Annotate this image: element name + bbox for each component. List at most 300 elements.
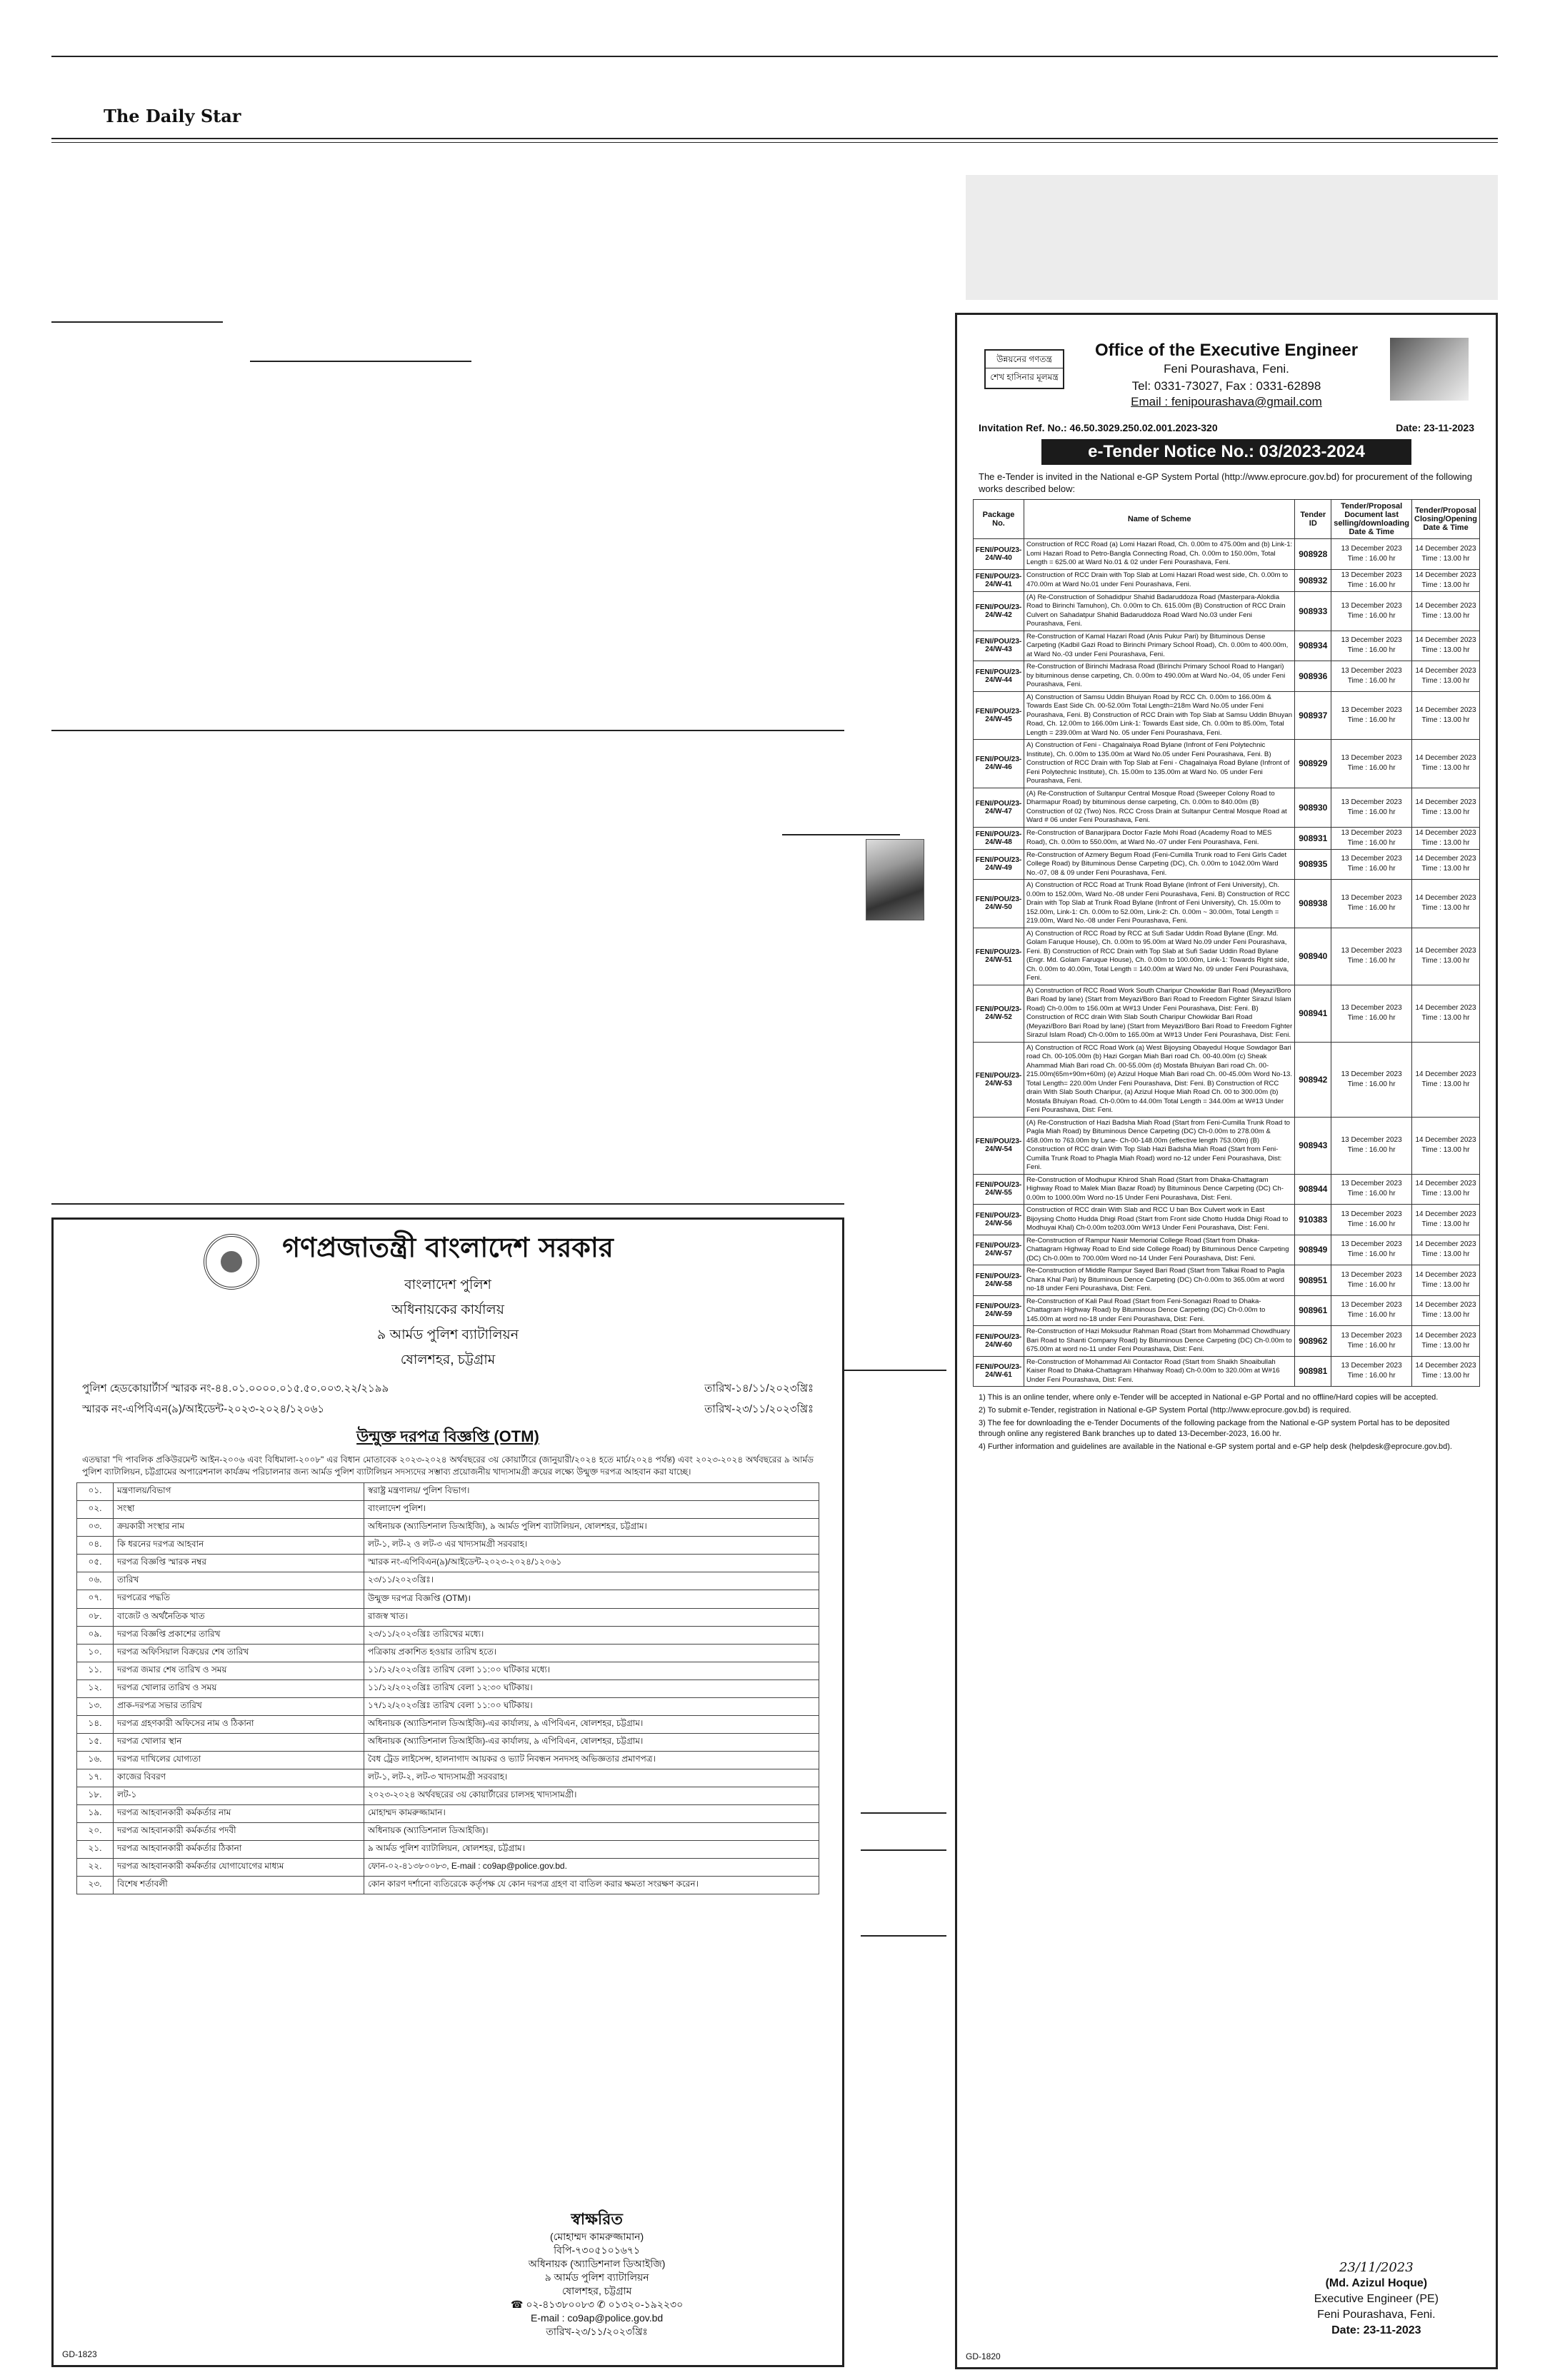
table-cell: দরপত্র আহবানকারী কর্মকর্তার যোগাযোগের মাধ্যম	[114, 1859, 364, 1877]
package-no: FENI/POU/23-24/W-51	[974, 928, 1024, 985]
table-row	[77, 1662, 819, 1680]
side-rule-1	[782, 834, 900, 835]
selling-time: Time : 16.00 hr	[1347, 1280, 1396, 1289]
tender-row	[974, 1205, 1480, 1235]
selling-date: 13 December 2023	[1341, 855, 1402, 863]
signature-title: স্বাক্ষরিত	[571, 2210, 623, 2228]
package-no: FENI/POU/23-24/W-44	[974, 661, 1024, 692]
selling-time: Time : 16.00 hr	[1347, 838, 1396, 847]
selling-date-cell	[1331, 539, 1412, 570]
opening-date: 14 December 2023	[1415, 1362, 1476, 1370]
table-cell: ১৯.	[77, 1805, 114, 1823]
table-cell: ১৩.	[77, 1698, 114, 1716]
selling-date-cell	[1331, 661, 1412, 692]
package-no: FENI/POU/23-24/W-58	[974, 1265, 1024, 1296]
table-cell: ১৪.	[77, 1716, 114, 1734]
selling-date: 13 December 2023	[1341, 828, 1402, 837]
table-cell: দরপত্র আহবানকারী কর্মকর্তার ঠিকানা	[114, 1841, 364, 1859]
selling-date: 13 December 2023	[1341, 798, 1402, 806]
header-line: অধিনায়কের কার্যালয়	[391, 1302, 504, 1317]
selling-time: Time : 16.00 hr	[1347, 808, 1396, 816]
table-row	[77, 1590, 819, 1609]
opening-date: 14 December 2023	[1415, 754, 1476, 763]
etender-title: e-Tender Notice No.: 03/2023-2024	[1041, 439, 1411, 465]
signer-org: Feni Pourashava, Feni.	[1317, 2309, 1436, 2321]
table-row	[77, 1805, 819, 1823]
selling-date: 13 December 2023	[1341, 666, 1402, 675]
opening-date: 14 December 2023	[1415, 828, 1476, 837]
table-cell: ১১/১২/২০২৩খ্রিঃ তারিখ বেলা ১২:৩০ ঘটিকায়।	[364, 1680, 819, 1698]
opening-date-cell	[1412, 569, 1480, 591]
scheme-name: Re-Construction of Kamal Hazari Road (Anis Pukur Pari) by Bituminous Dense Carpeting (Kadbil Gazi Road to Birinchi Primary School Road), Ch. 0.00m to 400.00m, at Ward No.-03 under Feni Pourashava, Feni.	[1024, 631, 1295, 661]
tender-id: 908961	[1295, 1295, 1331, 1326]
scheme-name: (A) Re-Construction of Sohadidpur Shahid Badaruddoza Road (Masterpara-Alokdia Road to Birinchi Tamuhon), Ch. 0.00m to Ch. 615.00m (B) Construction of RCC Drain Culvert on Sahadatpur Shahid Badaruddoza Road Ward No.03 under Feni Pourashava, Feni.	[1024, 591, 1295, 631]
opening-date-cell	[1412, 1326, 1480, 1357]
selling-date-cell	[1331, 1326, 1412, 1357]
selling-time: Time : 16.00 hr	[1347, 904, 1396, 913]
package-no: FENI/POU/23-24/W-57	[974, 1235, 1024, 1265]
scheme-name: Re-Construction of Kali Paul Road (Start from Feni-Sonagazi Road to Dhaka-Chattagram Highway Road) by Bituminous Dence Carpeting (DC) Ch-0.00m to 145.00m at word no-18 under Feni Pourashava, Dist: Feni.	[1024, 1295, 1295, 1326]
opening-date: 14 December 2023	[1415, 1270, 1476, 1279]
table-row	[77, 1841, 819, 1859]
table-cell: দরপত্র আহবানকারী কর্মকর্তার নাম	[114, 1805, 364, 1823]
table-cell: দরপত্র বিজ্ঞপ্তি প্রকাশের তারিখ	[114, 1627, 364, 1645]
selling-date-cell	[1331, 880, 1412, 928]
scheme-name: (A) Re-Construction of Sultanpur Central Mosque Road (Sweeper Colony Road to Dharmapur Road) by bituminous dense carpeting, Ch. 0.00m to 840.00m (B) Construction of 02 (Two) Nos. RCC Cross Drain at Sultanpur Central Mosque Road at Ward # 06 under Feni Pourashava, Feni.	[1024, 788, 1295, 827]
selling-time: Time : 16.00 hr	[1347, 611, 1396, 620]
notice-intro: এতদ্বারা "দি পাবলিক প্রকিউরমেন্ট আইন-২০০৬ এবং বিধিমালা-২০০৮" এর বিধান মোতাবেক ২০২৩-২০২৪ অর্থবছরের ৩য় কোয়ার্টারে (জানুয়ারী/২০২৪ হতে মার্চ/২০২৪ পর্যন্ত) এবং ২০২৩-২০২৪ অর্থবছরের ৯ আর্মড পুলিশ ব্যাটালিয়ন, চট্টগ্রামের অপারেশনাল কার্যক্রম পরিচালনার জন্য আর্মড পুলিশ ব্যাটালিয়ন সদস্যদের সম্ভাব্য প্রয়োজনীয় খাদ্যসামগ্রী ক্রয়ের লক্ষ্যে উন্মুক্ত দরপত্র আহবান করা যাচ্ছে।	[82, 1455, 814, 1477]
scheme-name: A) Construction of RCC Road by RCC at Sufi Sadar Uddin Road Bylane (Engr. Md. Golam Faruque House), Ch. 0.00m to 95.00m at Ward No.09 under Feni Pourashava, Feni. B) Construction of RCC Drain with Top Slab at Sufi Sadar Uddin Road Bylane (Engr. Md. Golam Faruque House), Ch. 0.00m to 100.00m, Link-1: Towards Right side, Ch. 0.00m to 40.00m, Total Length = 140.00m at Ward No. 09 under Feni Pourashava, Feni.	[1024, 928, 1295, 985]
opening-date-cell	[1412, 1117, 1480, 1174]
note-item: 1) This is an online tender, where only e-Tender will be accepted in National e-GP Portal and no offline/Hard copies will be accepted.	[979, 1393, 1439, 1402]
selling-date: 13 December 2023	[1341, 1180, 1402, 1188]
table-cell: অধিনায়ক (অ্যাডিশনাল ডিআইজি)-এর কার্যালয়, ৯ এপিবিএন, ষোলশহর, চট্টগ্রাম।	[364, 1734, 819, 1752]
opening-time: Time : 13.00 hr	[1421, 838, 1470, 847]
table-cell: ২২.	[77, 1859, 114, 1877]
selling-date: 13 December 2023	[1341, 754, 1402, 763]
table-cell: ৯ আর্মড পুলিশ ব্যাটালিয়ন, ষোলশহর, চট্টগ্রাম।	[364, 1841, 819, 1859]
header-line: ৯ আর্মড পুলিশ ব্যাটালিয়ন	[376, 1327, 519, 1342]
scheme-name: Re-Construction of Banarjipara Doctor Fazle Mohi Road (Academy Road to MES Road), Ch. 0.00m to 550.00m, at Ward No.-07 under Feni Pourashava, Feni.	[1024, 827, 1295, 849]
scheme-name: Re-Construction of Birinchi Madrasa Road (Birinchi Primary School Road to Hangari) by bituminous dense carpeting, Ch. 0.00m to 490.00m at Ward No.-04, 05 under Feni Pourashava, Feni.	[1024, 661, 1295, 692]
tender-id: 908934	[1295, 631, 1331, 661]
table-cell: দরপত্র আহবানকারী কর্মকর্তার পদবী	[114, 1823, 364, 1841]
table-row	[77, 1769, 819, 1787]
table-row	[77, 1519, 819, 1537]
table-cell: বিশেষ শর্তাবলী	[114, 1877, 364, 1894]
opening-date: 14 December 2023	[1415, 636, 1476, 645]
scheme-name: A) Construction of RCC Road Work South Charipur Chowkidar Bari Road (Meyazi/Boro Bari Road by lane) (Start from Meyazi/Boro Bari Road to Freedom Fighter Sirazul Islam Road) Ch-0.00m to 156.00m at W#13 Under Feni Pourashava, Dist: Feni. B) Construction of RCC drain With Slab South Charipur Chowkidar Bari Road (Meyazi/Boro Bari Road by lane) (Start from Meyazi/Boro Bari Road to Freedom Fighter Sirazul Islam Road) Ch-0.00m to 165.00m at W#13 Under Feni Pourashava, Dist: Feni.	[1024, 985, 1295, 1042]
tender-id: 908943	[1295, 1117, 1331, 1174]
table-row	[77, 1823, 819, 1841]
opening-time: Time : 13.00 hr	[1421, 1280, 1470, 1289]
selling-date: 13 December 2023	[1341, 1070, 1402, 1078]
scheme-name: Re-Construction of Rampur Nasir Memorial College Road (Start from Dhaka-Chattagram Highway Road to End side College Road) by Bituminous Dence Carpeting (DC) Ch-0.00m to 700.00m Word no-14 Under Feni Pourashava, Dist: Feni.	[1024, 1235, 1295, 1265]
selling-time: Time : 16.00 hr	[1347, 1190, 1396, 1198]
selling-time: Time : 16.00 hr	[1347, 554, 1396, 563]
table-cell: লট-১, লট-২, লট-৩ খাদ্যসামগ্রী সরবরাহ।	[364, 1769, 819, 1787]
tender-id: 908951	[1295, 1265, 1331, 1296]
selling-date: 13 December 2023	[1341, 571, 1402, 579]
scheme-name: Re-Construction of Azmery Begum Road (Feni-Cumilla Trunk road to Feni Girls Cadet College Road) by Bituminous Dense Carpeting (DC), Ch. 0.00m to 1042.00m Ward No.-07, 08 & 09 under Feni Pourashava, Feni.	[1024, 849, 1295, 880]
selling-time: Time : 16.00 hr	[1347, 1311, 1396, 1320]
opening-time: Time : 13.00 hr	[1421, 904, 1470, 913]
tender-notes	[957, 1387, 1496, 1452]
signature-line: ৯ আর্মড পুলিশ ব্যাটালিয়ন	[544, 2271, 649, 2283]
opening-date-cell	[1412, 591, 1480, 631]
tender-table	[973, 499, 1480, 1387]
tender-id: 908930	[1295, 788, 1331, 827]
selling-date: 13 December 2023	[1341, 1362, 1402, 1370]
tender-intro: The e-Tender is invited in the National e-GP System Portal (http://www.eprocure.gov.bd) for procurement of the following works described below:	[979, 471, 1473, 494]
tender-row	[974, 661, 1480, 692]
selling-date: 13 December 2023	[1341, 947, 1402, 955]
selling-date: 13 December 2023	[1341, 1210, 1402, 1218]
opening-date-cell	[1412, 1205, 1480, 1235]
selling-date: 13 December 2023	[1341, 1331, 1402, 1340]
tender-row	[974, 1326, 1480, 1357]
tender-row	[974, 1235, 1480, 1265]
tender-id: 908931	[1295, 827, 1331, 849]
tender-row	[974, 1295, 1480, 1326]
opening-time: Time : 13.00 hr	[1421, 957, 1470, 965]
tender-id: 908940	[1295, 928, 1331, 985]
police-signature-block	[511, 2212, 683, 2339]
opening-date: 14 December 2023	[1415, 1210, 1476, 1218]
org-name: Feni Pourashava, Feni.	[1164, 362, 1289, 376]
opening-time: Time : 13.00 hr	[1421, 808, 1470, 816]
selling-date-cell	[1331, 928, 1412, 985]
table-cell: ১২.	[77, 1680, 114, 1698]
selling-date-cell	[1331, 1265, 1412, 1296]
feni-etender-notice	[955, 313, 1498, 2369]
table-cell: দরপত্র অফিসিয়াল বিক্রয়ের শেষ তারিখ	[114, 1645, 364, 1662]
opening-time: Time : 13.00 hr	[1421, 1220, 1470, 1228]
opening-date-cell	[1412, 1174, 1480, 1205]
scheme-name: Construction of RCC Road (a) Lomi Hazari Road, Ch. 0.00m to 475.00m and (b) Link-1: Lomi Hazari Road to Petro-Bangla Connecting Road, Ch. 0.00m to 150.00m, Total Length = 625.00 at Ward No.01 & 02 under Feni Pourashava, Feni.	[1024, 539, 1295, 570]
table-row	[77, 1877, 819, 1894]
table-cell: ২৩/১১/২০২৩খ্রিঃ।	[364, 1572, 819, 1590]
tender-id: 908941	[1295, 985, 1331, 1042]
opening-time: Time : 13.00 hr	[1421, 715, 1470, 724]
tender-row	[974, 849, 1480, 880]
slogan-line: উন্নয়নের গণতন্ত্র	[986, 351, 1063, 368]
scheme-name: (A) Re-Construction of Hazi Badsha Miah Road (Start from Feni-Cumilla Trunk Road to Pagla Miah Road) by Bituminous Dence Carpeting (DC) Ch-0.00m to 278.00m & 458.00m to 763.00m by Lane- Ch-00-148.00m (effective length 753.00m) (B) Construction of RCC drain With Top Slab Hazi Badsha Miah Road (Start from Feni-Cumilla Trunk Road to Phagla Miah Road) word no-12 under Feni Pourashava, Dist: Feni.	[1024, 1117, 1295, 1174]
table-cell: ০৬.	[77, 1572, 114, 1590]
table-cell: দরপত্র বিজ্ঞপ্তি স্মারক নম্বর	[114, 1555, 364, 1572]
selling-time: Time : 16.00 hr	[1347, 581, 1396, 589]
gd-number: GD-1820	[966, 2351, 1001, 2361]
package-no: FENI/POU/23-24/W-45	[974, 691, 1024, 740]
side-rule-4	[861, 1849, 946, 1851]
selling-time: Time : 16.00 hr	[1347, 1220, 1396, 1228]
selling-date: 13 December 2023	[1341, 544, 1402, 553]
tender-id: 908935	[1295, 849, 1331, 880]
table-cell: ০৪.	[77, 1537, 114, 1555]
table-cell: ২০.	[77, 1823, 114, 1841]
table-cell: রাজস্ব খাত।	[364, 1609, 819, 1627]
opening-date-cell	[1412, 740, 1480, 788]
ref-date: তারিখ-২৩/১১/২০২৩খ্রিঃ	[704, 1403, 814, 1415]
selling-time: Time : 16.00 hr	[1347, 1372, 1396, 1380]
table-cell: বাজেট ও অর্থনৈতিক খাত	[114, 1609, 364, 1627]
opening-date-cell	[1412, 661, 1480, 692]
table-cell: মন্ত্রণালয়/বিভাগ	[114, 1483, 364, 1501]
scheme-name: Re-Construction of Mohammad Ali Contactor Road (Start from Shaikh Shoaibullah Kaiser Road to Dhaka-Chattagram Hihahway Road) Ch-0.00m to 320.00m at W#16 Under Feni Pourashava, Dist: Feni.	[1024, 1356, 1295, 1387]
notice-date: Date: 23-11-2023	[1396, 422, 1474, 433]
selling-date: 13 December 2023	[1341, 601, 1402, 610]
tender-id: 908962	[1295, 1326, 1331, 1357]
selling-time: Time : 16.00 hr	[1347, 676, 1396, 685]
opening-time: Time : 13.00 hr	[1421, 1250, 1470, 1259]
masthead-rule-2	[51, 142, 1498, 143]
opening-date: 14 December 2023	[1415, 1301, 1476, 1310]
note-item: 4) Further information and guidelines are available in the National e-GP system portal and e-GP help desk (helpdesk@eprocure.gov.bd).	[979, 1442, 1452, 1451]
opening-date-cell	[1412, 1265, 1480, 1296]
table-cell: ১৮.	[77, 1787, 114, 1805]
notice-table	[76, 1482, 819, 1894]
opening-date-cell	[1412, 849, 1480, 880]
tender-id: 908944	[1295, 1174, 1331, 1205]
table-cell: ০৯.	[77, 1627, 114, 1645]
signature-line: অধিনায়ক (অ্যাডিশনাল ডিআইজি)	[528, 2258, 666, 2269]
tender-row	[974, 1117, 1480, 1174]
memo-row	[54, 1375, 842, 1398]
masthead-rule	[51, 138, 1498, 139]
opening-date-cell	[1412, 539, 1480, 570]
selling-date-cell	[1331, 1174, 1412, 1205]
opening-time: Time : 13.00 hr	[1421, 1372, 1470, 1380]
col-package: Package No.	[974, 500, 1024, 539]
table-cell: সংস্থা	[114, 1501, 364, 1519]
selling-date-cell	[1331, 740, 1412, 788]
tender-id: 910383	[1295, 1205, 1331, 1235]
header-line: ষোলশহর, চট্টগ্রাম	[400, 1352, 496, 1367]
table-row	[77, 1787, 819, 1805]
selling-time: Time : 16.00 hr	[1347, 1080, 1396, 1088]
signature-line: (মোহাম্মদ কামরুজ্জামান)	[550, 2231, 644, 2242]
selling-date-cell	[1331, 827, 1412, 849]
signature-line: তারিখ-২৩/১১/২০২৩খ্রিঃ	[546, 2326, 648, 2337]
table-row	[77, 1483, 819, 1501]
selling-date-cell	[1331, 1042, 1412, 1117]
package-no: FENI/POU/23-24/W-55	[974, 1174, 1024, 1205]
table-cell: ০২.	[77, 1501, 114, 1519]
table-cell: স্মারক নং-এপিবিএন(৯)/আইডেন্ট-২০২৩-২০২৪/১২০৬১	[364, 1555, 819, 1572]
tender-header	[957, 315, 1496, 415]
police-emblem-icon	[204, 1234, 259, 1290]
table-row	[77, 1609, 819, 1627]
opening-date-cell	[1412, 928, 1480, 985]
opening-date-cell	[1412, 1235, 1480, 1265]
signature-line: E-mail : co9ap@police.gov.bd	[531, 2312, 664, 2324]
opening-date: 14 December 2023	[1415, 1136, 1476, 1144]
table-cell: লট-১	[114, 1787, 364, 1805]
tender-id: 908933	[1295, 591, 1331, 631]
opening-time: Time : 13.00 hr	[1421, 1311, 1470, 1320]
tender-id: 908942	[1295, 1042, 1331, 1117]
opening-date-cell	[1412, 1042, 1480, 1117]
opening-date-cell	[1412, 827, 1480, 849]
selling-date-cell	[1331, 1235, 1412, 1265]
table-cell: ১১.	[77, 1662, 114, 1680]
gd-number: GD-1823	[62, 2349, 97, 2359]
table-cell: ১৭.	[77, 1769, 114, 1787]
scheme-name: Construction of RCC Drain with Top Slab at Lomi Hazari Road west side, Ch. 0.00m to 470.00m at Ward No.01 under Feni Pourashava, Feni.	[1024, 569, 1295, 591]
opening-date: 14 December 2023	[1415, 601, 1476, 610]
opening-time: Time : 13.00 hr	[1421, 611, 1470, 620]
header-line: বাংলাদেশ পুলিশ	[404, 1277, 491, 1292]
opening-date: 14 December 2023	[1415, 1331, 1476, 1340]
signature-scribble: 23/11/2023	[1339, 2260, 1414, 2275]
ref-row	[54, 1398, 842, 1419]
engineer-signature-block	[1314, 2260, 1439, 2339]
table-cell: তারিখ	[114, 1572, 364, 1590]
tender-row	[974, 880, 1480, 928]
portrait-photo	[866, 839, 924, 920]
tender-row	[974, 691, 1480, 740]
opening-date: 14 December 2023	[1415, 798, 1476, 806]
opening-date: 14 December 2023	[1415, 1004, 1476, 1012]
opening-date: 14 December 2023	[1415, 706, 1476, 714]
tender-id: 908949	[1295, 1235, 1331, 1265]
opening-time: Time : 13.00 hr	[1421, 1080, 1470, 1088]
notice-header	[54, 1220, 842, 1372]
note-item: 3) The fee for downloading the e-Tender Documents of the following package from the National e-GP system Portal has to be deposited through online any registered Bank branches up to dated 13-December-2023, 16.00 hr.	[979, 1419, 1450, 1438]
selling-date-cell	[1331, 1205, 1412, 1235]
table-cell: বৈধ ট্রেড লাইসেন্স, হালনাগাদ আয়কর ও ভ্যাট নিবন্ধন সনদসহ অভিজ্ঞতার প্রমাণপত্র।	[364, 1752, 819, 1769]
table-cell: দরপত্র দাখিলের যোগ্যতা	[114, 1752, 364, 1769]
invitation-ref: Invitation Ref. No.: 46.50.3029.250.02.001.2023-320	[979, 422, 1218, 433]
opening-date: 14 December 2023	[1415, 1180, 1476, 1188]
table-cell: প্রাক-দরপত্র সভার তারিখ	[114, 1698, 364, 1716]
opening-date-cell	[1412, 691, 1480, 740]
tender-row	[974, 591, 1480, 631]
selling-time: Time : 16.00 hr	[1347, 957, 1396, 965]
opening-date-cell	[1412, 1356, 1480, 1387]
selling-time: Time : 16.00 hr	[1347, 715, 1396, 724]
memo-date: তারিখ-১৪/১১/২০২৩খ্রিঃ	[704, 1382, 814, 1395]
opening-date-cell	[1412, 880, 1480, 928]
table-cell: স্বরাষ্ট্র মন্ত্রণালয়/ পুলিশ বিভাগ।	[364, 1483, 819, 1501]
table-cell: ০৮.	[77, 1609, 114, 1627]
tender-row	[974, 788, 1480, 827]
package-no: FENI/POU/23-24/W-48	[974, 827, 1024, 849]
tender-row	[974, 1042, 1480, 1117]
table-row	[77, 1752, 819, 1769]
col-scheme: Name of Scheme	[1024, 500, 1295, 539]
col-selling-date: Tender/Proposal Document last selling/downloading Date & Time	[1331, 500, 1412, 539]
opening-date: 14 December 2023	[1415, 544, 1476, 553]
column-rule-3	[51, 730, 844, 731]
tender-row	[974, 539, 1480, 570]
scheme-name: A) Construction of RCC Road at Trunk Road Bylane (Infront of Feni University), Ch. 0.00m to 152.00m, Ward No.-08 under Feni Pourashava, Feni. B) Construction of RCC Drain with Top Slab at Trunk Road Bylane (Infront of Feni University), Ch. 15.00m to 152.00m, Link-1: Ch. 0.00m to 52.00m, Link-2: Ch. 0.00m ~ 30.00m, Total Length = 219.00m, Ward No.-08 under Feni Pourashava, Feni.	[1024, 880, 1295, 928]
tender-row	[974, 1174, 1480, 1205]
table-cell: ২১.	[77, 1841, 114, 1859]
signer-date: Date: 23-11-2023	[1331, 2324, 1421, 2336]
ad-placeholder-box	[966, 175, 1498, 300]
table-row	[77, 1627, 819, 1645]
selling-time: Time : 16.00 hr	[1347, 1250, 1396, 1259]
table-cell: ১৬.	[77, 1752, 114, 1769]
opening-time: Time : 13.00 hr	[1421, 646, 1470, 655]
table-row	[77, 1698, 819, 1716]
opening-date-cell	[1412, 631, 1480, 661]
opening-date: 14 December 2023	[1415, 947, 1476, 955]
table-cell: লট-১, লট-২ ও লট-৩ এর খাদ্যসামগ্রী সরবরাহ।	[364, 1537, 819, 1555]
opening-date-cell	[1412, 985, 1480, 1042]
selling-date-cell	[1331, 1117, 1412, 1174]
selling-date: 13 December 2023	[1341, 636, 1402, 645]
tender-table-header	[974, 500, 1480, 539]
opening-time: Time : 13.00 hr	[1421, 1341, 1470, 1350]
scheme-name: Re-Construction of Modhupur Khirod Shah Road (Start from Dhaka-Chattagram Highway Road to Malek Mian Bazar Road) by Bituminous Dence Carpeting (DC) Ch-0.00m to 1000.00m Word no-15 Under Feni Pourashava, Dist: Feni.	[1024, 1174, 1295, 1205]
tender-row	[974, 569, 1480, 591]
table-row	[77, 1555, 819, 1572]
side-rule-3	[861, 1812, 946, 1814]
table-cell: কোন কারণ দর্শানো ব্যতিরেকে কর্তৃপক্ষ যে কোন দরপত্র গ্রহণ বা বাতিল করার ক্ষমতা সংরক্ষণ করেন।	[364, 1877, 819, 1894]
opening-time: Time : 13.00 hr	[1421, 581, 1470, 589]
table-cell: ২৩/১১/২০২৩খ্রিঃ তারিখের মধ্যে।	[364, 1627, 819, 1645]
table-cell: অধিনায়ক (অ্যাডিশনাল ডিআইজি), ৯ আর্মড পুলিশ ব্যাটালিয়ন, ষোলশহর, চট্টগ্রাম।	[364, 1519, 819, 1537]
tender-id: 908932	[1295, 569, 1331, 591]
table-row	[77, 1645, 819, 1662]
tender-row	[974, 631, 1480, 661]
opening-date: 14 December 2023	[1415, 666, 1476, 675]
selling-date-cell	[1331, 985, 1412, 1042]
opening-date-cell	[1412, 788, 1480, 827]
table-cell: ০১.	[77, 1483, 114, 1501]
signature-line: বিপি-৭৩০৫১০১৬৭১	[554, 2244, 641, 2256]
table-cell: ২৩.	[77, 1877, 114, 1894]
selling-date-cell	[1331, 849, 1412, 880]
office-tel: Tel: 0331-73027, Fax : 0331-62898	[1131, 379, 1321, 393]
table-cell: ১৭/১২/২০২৩খ্রিঃ তারিখ বেলা ১১:০০ ঘটিকায়।	[364, 1698, 819, 1716]
table-cell: ফোন-০২-৪১৩৮০০৮৩, E-mail : co9ap@police.gov.bd.	[364, 1859, 819, 1877]
selling-time: Time : 16.00 hr	[1347, 764, 1396, 773]
invitation-ref-row	[957, 422, 1496, 433]
tender-row	[974, 985, 1480, 1042]
tender-id: 908936	[1295, 661, 1331, 692]
tender-id: 908938	[1295, 880, 1331, 928]
selling-date-cell	[1331, 591, 1412, 631]
selling-date-cell	[1331, 788, 1412, 827]
tender-id: 908937	[1295, 691, 1331, 740]
table-cell: দরপত্র গ্রহণকারী অফিসের নাম ও ঠিকানা	[114, 1716, 364, 1734]
opening-time: Time : 13.00 hr	[1421, 1146, 1470, 1154]
table-row	[77, 1716, 819, 1734]
office-name: Office of the Executive Engineer	[1094, 341, 1359, 360]
otm-title: উন্মুক্ত দরপত্র বিজ্ঞপ্তি (OTM)	[356, 1427, 539, 1445]
tender-id: 908928	[1295, 539, 1331, 570]
table-row	[77, 1734, 819, 1752]
selling-time: Time : 16.00 hr	[1347, 1014, 1396, 1022]
gov-title: গণপ্রজাতন্ত্রী বাংলাদেশ সরকার	[282, 1231, 614, 1263]
table-cell: অধিনায়ক (অ্যাডিশনাল ডিআইজি)।	[364, 1823, 819, 1841]
tender-row	[974, 1356, 1480, 1387]
selling-date: 13 December 2023	[1341, 1136, 1402, 1144]
memo-no: পুলিশ হেডকোয়ার্টার্স স্মারক নং-৪৪.০১.০০০০.০১৫.৫০.০০৩.২২/২১৯৯	[82, 1382, 389, 1395]
table-cell: ক্রয়কারী সংস্থার নাম	[114, 1519, 364, 1537]
selling-time: Time : 16.00 hr	[1347, 646, 1396, 655]
package-no: FENI/POU/23-24/W-54	[974, 1117, 1024, 1174]
tender-row	[974, 928, 1480, 985]
table-cell: মোহাম্মদ কামরুজ্জামান।	[364, 1805, 819, 1823]
table-cell: দরপত্র জমার শেষ তারিখ ও সময়	[114, 1662, 364, 1680]
column-rule-2	[250, 361, 471, 362]
package-no: FENI/POU/23-24/W-40	[974, 539, 1024, 570]
selling-time: Time : 16.00 hr	[1347, 865, 1396, 873]
